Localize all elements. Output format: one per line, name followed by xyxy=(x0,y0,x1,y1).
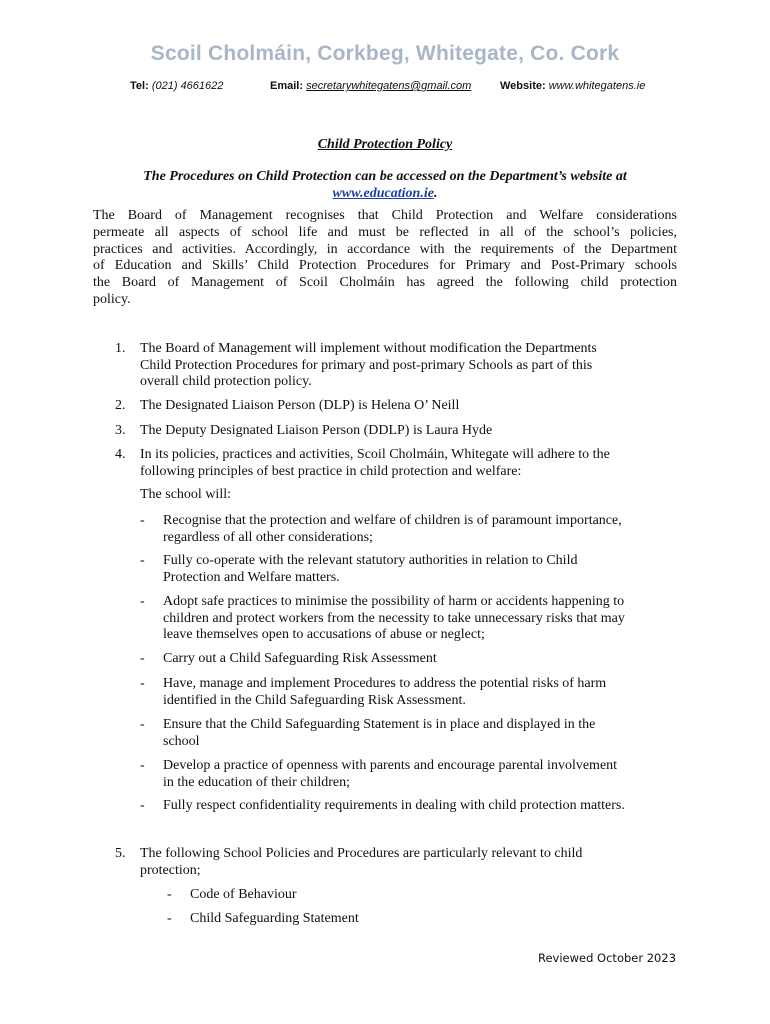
dash-bullet: - xyxy=(140,594,145,609)
item-line: Child Protection Procedures for primary and post-primary Schools as part of this xyxy=(140,357,593,373)
contact-email xyxy=(270,80,471,92)
contact-tel xyxy=(130,80,223,92)
policy-name: Child Safeguarding Statement xyxy=(190,911,359,926)
item-line: protection; xyxy=(140,862,201,878)
principle-line: school xyxy=(163,733,200,749)
contact-website xyxy=(500,80,645,92)
dash-bullet: - xyxy=(140,553,145,568)
reviewed-date-footer: Reviewed October 2023 xyxy=(538,951,677,965)
dash-bullet: - xyxy=(140,758,145,773)
principle-line: in the education of their children; xyxy=(163,774,350,790)
procedures-subtitle xyxy=(100,168,670,202)
item-line: overall child protection policy. xyxy=(140,374,312,389)
intro-line: policy. xyxy=(93,291,131,307)
subtitle-period: . xyxy=(433,186,438,201)
item-number: 5. xyxy=(115,846,126,861)
principle-line: Adopt safe practices to minimise the possibility of harm or accidents happening to xyxy=(163,594,625,609)
tel-value: (021) 4661622 xyxy=(151,80,224,92)
principle-line: leave themselves open to accusations of abuse or neglect; xyxy=(163,627,485,642)
intro-paragraph xyxy=(93,208,677,309)
principle-line: Protection and Welfare matters. xyxy=(163,569,340,585)
principle-line: children and protect workers from the necessity to take unnecessary risks that may xyxy=(163,610,625,626)
item-line: The Deputy Designated Liaison Person (DDLP) is Laura Hyde xyxy=(140,423,493,438)
tel-label: Tel: xyxy=(130,80,149,92)
item-line: following principles of best practice in child protection and welfare: xyxy=(140,463,522,479)
dash-bullet: - xyxy=(140,717,145,732)
principle-line: Carry out a Child Safeguarding Risk Assessment xyxy=(163,651,437,666)
principle-line: regardless of all other considerations; xyxy=(163,529,373,545)
principle-line: Fully co-operate with the relevant statutory authorities in relation to Child xyxy=(163,553,578,568)
dash-bullet: - xyxy=(140,651,145,666)
principle-line: identified in the Child Safeguarding Risk Assessment. xyxy=(163,692,466,708)
school-will-label: The school will: xyxy=(140,487,231,502)
principle-line: Recognise that the protection and welfare of children is of paramount importance, xyxy=(163,513,622,528)
dash-bullet: - xyxy=(167,911,172,926)
item-line: The Board of Management will implement without modification the Departments xyxy=(140,341,597,356)
intro-line: permeate all aspects of school life and must be reflected in all of the school’s policies, xyxy=(93,224,677,240)
intro-line: practices and activities. Accordingly, in accordance with the requirements of the Department xyxy=(93,241,677,257)
subtitle-text: The Procedures on Child Protection can be accessed on the Department’s website at xyxy=(143,169,627,184)
item-line: The following School Policies and Procedures are particularly relevant to child xyxy=(140,846,583,861)
email-link[interactable]: secretarywhitegatens@gmail.com xyxy=(306,80,472,92)
dash-bullet: - xyxy=(140,676,145,691)
website-value: www.whitegatens.ie xyxy=(548,80,646,92)
principle-line: Have, manage and implement Procedures to address the potential risks of harm xyxy=(163,676,607,691)
item-line: In its policies, practices and activities, Scoil Cholmáin, Whitegate will adhere to the xyxy=(140,447,610,462)
item-number: 2. xyxy=(115,398,126,413)
policy-name: Code of Behaviour xyxy=(190,887,297,902)
item-number: 4. xyxy=(115,447,126,462)
dash-bullet: - xyxy=(140,798,145,813)
item-number: 3. xyxy=(115,423,126,438)
principle-line: Fully respect confidentiality requirements in dealing with child protection matters. xyxy=(163,798,625,813)
intro-line: of Education and Skills’ Child Protection Procedures for Primary and Post-Primary schools xyxy=(93,258,677,274)
intro-line: the Board of Management of Scoil Cholmáin has agreed the following child protection xyxy=(93,275,677,291)
email-label: Email: xyxy=(270,80,304,92)
item-number: 1. xyxy=(115,341,126,356)
item-line: The Designated Liaison Person (DLP) is Helena O’ Neill xyxy=(140,398,460,413)
education-link[interactable]: www.education.ie xyxy=(332,186,434,201)
intro-line: The Board of Management recognises that Child Protection and Welfare considerations xyxy=(93,208,677,223)
website-label: Website: xyxy=(500,80,546,92)
dash-bullet: - xyxy=(140,513,145,528)
policy-title: Child Protection Policy xyxy=(317,137,453,152)
school-name-heading: Scoil Cholmáin, Corkbeg, Whitegate, Co. Cork xyxy=(150,42,620,65)
principle-line: Develop a practice of openness with parents and encourage parental involvement xyxy=(163,758,618,773)
dash-bullet: - xyxy=(167,887,172,902)
principle-line: Ensure that the Child Safeguarding Statement is in place and displayed in the xyxy=(163,717,596,732)
